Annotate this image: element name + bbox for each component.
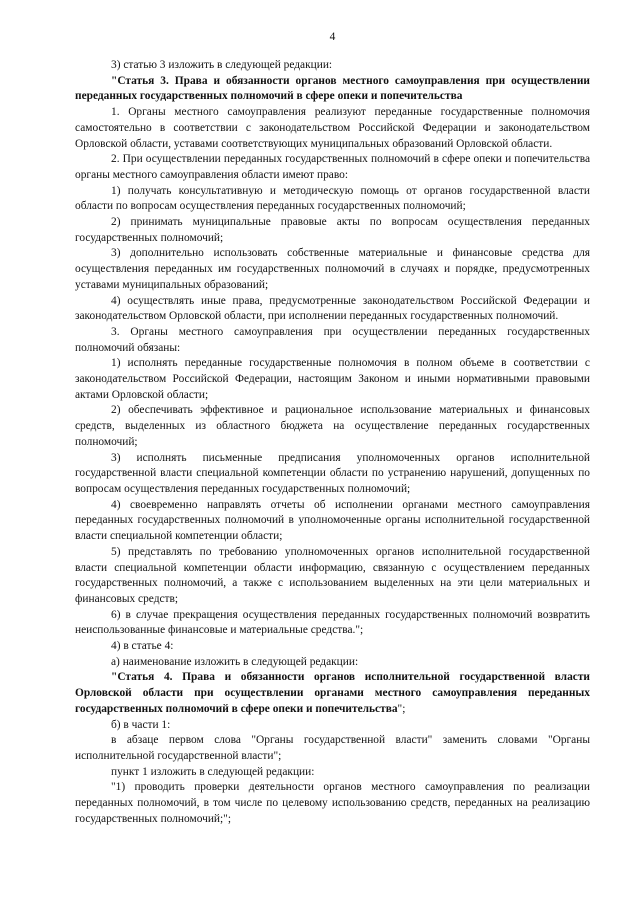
paragraph-14: 5) представлять по требованию уполномоченных органов исполнительной государственной власти специальной компетенции области информацию, связанную с осуществлением переданных государственных полномочий, а также с использованием выделенных на эти цели материальных и финансовых средств; — [75, 545, 590, 605]
article-4-heading — [75, 670, 590, 717]
paragraph-15: 6) в случае прекращения осуществления переданных государственных полномочий возвратить неиспользованные финансовые и материальные средства."; — [75, 608, 590, 637]
paragraph-9: 3. Органы местного самоуправления при осуществлении переданных государственных полномочий обязаны: — [75, 325, 590, 354]
article-4-heading-tail: "; — [397, 702, 406, 715]
paragraph-20: в абзаце первом слова "Органы государственной власти" заменить словами "Органы исполнительной государственной власти"; — [75, 734, 590, 762]
paragraph-13: 4) своевременно направлять отчеты об исполнении органами местного самоуправления переданных государственных полномочий в уполномоченные органы исполнительной государственной власти специальной компетенции области; — [75, 498, 590, 543]
paragraph-11: 2) обеспечивать эффективное и рациональное использование материальных и финансовых средств, выделенных из областного бюджета на осуществление переданных государственных полномочий; — [75, 404, 590, 448]
paragraph-3: 1. Органы местного самоуправления реализуют переданные государственные полномочия самостоятельно в соответствии с законодательством Российской Федерации и законодательством Орловской области, уставами соответствующих муниципальных образований Орловской области. — [75, 106, 590, 150]
paragraph-7: 3) дополнительно использовать собственные материальные и финансовые средства для осуществления переданных им государственных полномочий в случаях и порядке, предусмотренных уставами муниципальных образований; — [75, 247, 590, 291]
paragraph-16: 4) в статье 4: — [111, 640, 174, 653]
paragraph-1: 3) статью 3 изложить в следующей редакции: — [111, 59, 333, 71]
paragraph-6: 2) принимать муниципальные правовые акты по вопросам осуществления переданных государственных полномочий; — [75, 216, 590, 244]
paragraph-17: а) наименование изложить в следующей редакции: — [111, 655, 359, 668]
paragraph-8: 4) осуществлять иные права, предусмотренные законодательством Российской Федерации и законодательством Орловской области, при исполнении переданных государственных полномочий. — [75, 294, 590, 323]
paragraph-22: "1) проводить проверки деятельности органов местного самоуправления по реализации переданных полномочий, в том числе по целевому использованию средств, переданных на реализацию государственных полномочий;"; — [75, 781, 590, 825]
paragraph-4: 2. При осуществлении переданных государственных полномочий в сфере опеки и попечительства органы местного самоуправления области имеют право: — [75, 153, 590, 181]
paragraph-19: б) в части 1: — [111, 718, 171, 731]
document-page — [75, 30, 590, 827]
paragraph-10: 1) исполнять переданные государственные полномочия в полном объеме в соответствии с законодательством Российской Федерации, настоящим Законом и иными нормативными правовыми актами Орловской области; — [75, 357, 590, 401]
article-4-heading-bold: "Статья 4. Права и обязанности органов исполнительной государственной власти Орловской области при осуществлении органами местного самоуправления переданных государственных полномочий в сфере опеки и попечительства — [75, 671, 590, 715]
page-number: 4 — [329, 31, 336, 43]
paragraph-21: пункт 1 изложить в следующей редакции: — [111, 765, 315, 778]
paragraph-12: 3) исполнять письменные предписания уполномоченных органов исполнительной государственной власти специальной компетенции области по устранению нарушений, допущенных по вопросам осуществления переданных государственных полномочий; — [75, 451, 590, 495]
article-3-heading: "Статья 3. Права и обязанности органов местного самоуправления при осуществлении переданных государственных полномочий в сфере опеки и попечительства — [75, 74, 590, 103]
paragraph-5: 1) получать консультативную и методическую помощь от органов государственной власти области по вопросам осуществления переданных государственных полномочий; — [75, 184, 590, 213]
